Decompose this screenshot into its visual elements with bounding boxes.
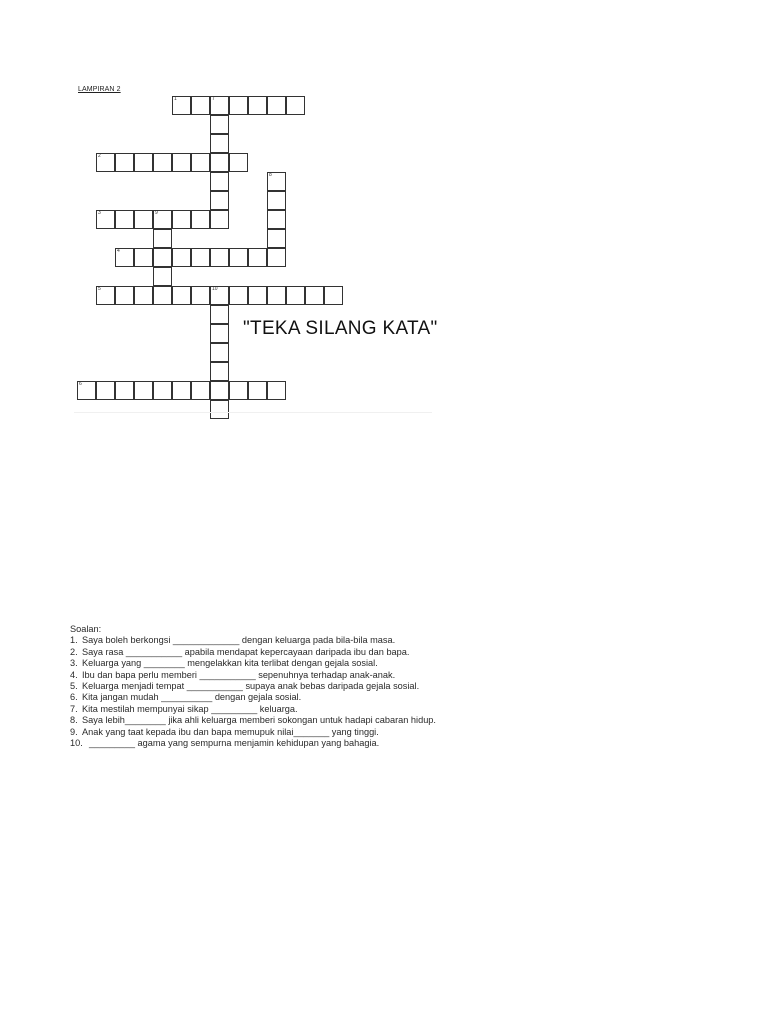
crossword-cell [96,286,115,305]
question-text: Saya lebih________ jika ahli keluarga memberi sokongan untuk hadapi cabaran hidup. [82,715,436,726]
crossword-cell [267,229,286,248]
question-text: Anak yang taat kepada ibu dan bapa memupuk nilai_______ yang tinggi. [82,726,379,737]
question-number: 6. [70,692,78,703]
question-number: 9. [70,726,78,737]
crossword-cell [210,343,229,362]
question-item [70,681,450,692]
questions-section [70,624,450,749]
question-text: Keluarga yang ________ mengelakkan kita terlibat dengan gejala sosial. [82,658,378,669]
crossword-cell [115,153,134,172]
crossword-cell [210,286,229,305]
crossword-cell [248,381,267,400]
crossword-cell [115,248,134,267]
crossword-cell [134,286,153,305]
crossword-cell [210,115,229,134]
question-text: Keluarga menjadi tempat ___________ supaya anak bebas daripada gejala sosial. [82,681,420,692]
crossword-cell [286,286,305,305]
question-text: Saya rasa ___________ apabila mendapat kepercayaan daripada ibu dan bapa. [82,646,410,657]
question-item [70,704,450,715]
crossword-cell [191,96,210,115]
question-number: 5. [70,681,78,692]
crossword-cell [229,381,248,400]
cell-clue-number: 7 [212,96,215,102]
cell-clue-number: 1 [174,96,177,102]
crossword-cell [134,153,153,172]
crossword-cell [210,134,229,153]
crossword-cell [172,210,191,229]
crossword-cell [248,96,267,115]
question-item [70,647,450,658]
crossword-cell [229,153,248,172]
crossword-cell [191,286,210,305]
question-text: Kita mestilah mempunyai sikap _________ keluarga. [82,703,298,714]
crossword-cell [115,210,134,229]
crossword-cell [172,248,191,267]
puzzle-title: "TEKA SILANG KATA" [243,318,438,339]
crossword-cell [115,286,134,305]
crossword-cell [115,381,134,400]
crossword-cell [191,248,210,267]
question-number: 10. [70,738,83,749]
crossword-cell [305,286,324,305]
question-item [70,727,450,738]
crossword-cell [153,381,172,400]
crossword-cell [248,248,267,267]
crossword-cell [96,210,115,229]
crossword-cell [153,267,172,286]
cell-clue-number: 9 [155,210,158,216]
crossword-cell [210,324,229,343]
question-list [70,635,450,749]
crossword-cell [210,362,229,381]
questions-heading: Soalan: [70,624,102,634]
cell-clue-number: 3 [98,210,101,216]
crossword-cell [191,153,210,172]
appendix-label: LAMPIRAN 2 [78,86,121,93]
crossword-cell [229,248,248,267]
question-text: Kita jangan mudah __________ dengan gejala sosial. [82,692,302,703]
cell-clue-number: 5 [98,286,101,292]
crossword-cell [172,153,191,172]
crossword-cell [324,286,343,305]
crossword-cell [210,172,229,191]
question-item [70,692,450,703]
crossword-cell [286,96,305,115]
question-text: Ibu dan bapa perlu memberi ___________ sepenuhnya terhadap anak-anak. [82,669,396,680]
question-item [70,635,450,646]
question-text: _________ agama yang sempurna menjamin kehidupan yang bahagia. [89,738,380,749]
crossword-cell [210,191,229,210]
crossword-cell [191,381,210,400]
cell-clue-number: 8 [269,172,272,178]
crossword-cell [191,210,210,229]
cell-clue-number: 4 [117,248,120,254]
question-item [70,715,450,726]
question-number: 2. [70,646,78,657]
crossword-cell [134,381,153,400]
question-item [70,670,450,681]
crossword-cell [267,248,286,267]
crossword-cell [172,286,191,305]
crossword-cell [153,286,172,305]
crossword-cell [172,381,191,400]
crossword-cell [267,191,286,210]
question-number: 4. [70,669,78,680]
crossword-cell [77,381,96,400]
crossword-cell [96,381,115,400]
cell-clue-number: 6 [79,381,82,387]
crossword-cell [267,210,286,229]
crossword-cell [153,248,172,267]
crossword-cell [267,172,286,191]
cell-clue-number: 10 [212,286,218,292]
crossword-cell [248,286,267,305]
crossword-cell [267,286,286,305]
question-number: 7. [70,703,78,714]
divider [74,412,432,413]
crossword-cell [153,210,172,229]
question-number: 8. [70,715,78,726]
question-number: 1. [70,635,78,646]
crossword-cell [210,210,229,229]
question-item [70,738,450,749]
crossword-cell [153,229,172,248]
crossword-grid [0,0,768,420]
question-number: 3. [70,658,78,669]
crossword-cell [210,381,229,400]
crossword-cell [134,248,153,267]
question-text: Saya boleh berkongsi _____________ dengan keluarga pada bila-bila masa. [82,635,396,646]
crossword-cell [210,153,229,172]
crossword-cell [229,286,248,305]
crossword-cell [210,96,229,115]
crossword-cell [229,96,248,115]
crossword-cell [134,210,153,229]
crossword-cell [267,381,286,400]
question-item [70,658,450,669]
crossword-cell [153,153,172,172]
crossword-cell [172,96,191,115]
crossword-cell [210,400,229,419]
crossword-cell [210,248,229,267]
crossword-cell [96,153,115,172]
cell-clue-number: 2 [98,153,101,159]
crossword-cell [210,305,229,324]
crossword-cell [267,96,286,115]
